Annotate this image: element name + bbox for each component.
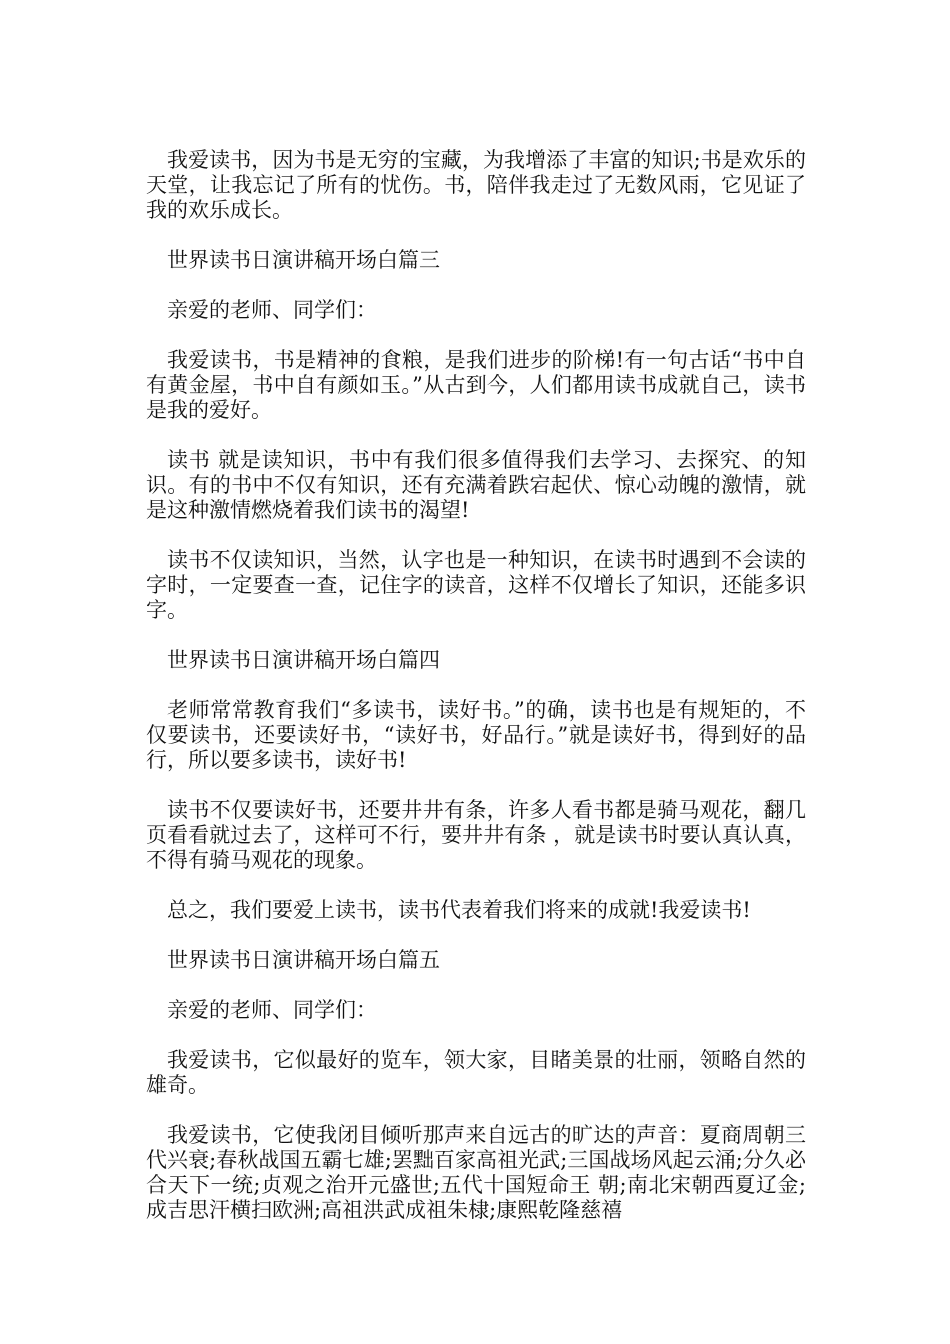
section-heading: 世界读书日演讲稿开场白篇四 [167, 648, 440, 672]
document-body [146, 148, 806, 1248]
salutation: 亲爱的老师、同学们： [167, 298, 377, 322]
paragraph: 我爱读书，它使我闭目倾听那声来自远古的旷达的声音：夏商周朝三代兴衰;春秋战国五霸七雄;罢黜百家高祖光武;三国战场风起云涌;分久必合天下一统;贞观之治开元盛世;五代十国短命王 朝;南北宋朝西夏辽金;成吉思汗横扫欧洲;高祖洪武成祖朱棣;康熙乾隆慈禧 [146, 1123, 806, 1222]
paragraph: 读书 就是读知识，书中有我们很多值得我们去学习、去探究、的知识。有的书中不仅有知识，还有充满着跌宕起伏、惊心动魄的激情，就是这种激情燃烧着我们读书的渴望! [146, 448, 806, 522]
paragraph: 我爱读书，它似最好的览车，领大家，目睹美景的壮丽，领略自然的雄奇。 [146, 1048, 806, 1097]
section-heading: 世界读书日演讲稿开场白篇五 [167, 948, 440, 972]
paragraph: 读书不仅读知识，当然，认字也是一种知识，在读书时遇到不会读的字时，一定要查一查，记住字的读音，这样不仅增长了知识，还能多识字。 [146, 548, 806, 622]
paragraph: 读书不仅要读好书，还要井井有条，许多人看书都是骑马观花，翻几页看看就过去了，这样可不行，要井井有条 ，就是读书时要认真认真，不得有骑马观花的现象。 [146, 798, 806, 872]
paragraph: 老师常常教育我们“多读书，读好书。”的确，读书也是有规矩的，不仅要读书，还要读好书，“读好书，好品行。”就是读好书，得到好的品行，所以要多读书，读好书! [146, 698, 806, 772]
paragraph: 总之，我们要爱上读书，读书代表着我们将来的成就!我爱读书! [167, 898, 751, 922]
section-heading: 世界读书日演讲稿开场白篇三 [167, 248, 440, 272]
paragraph: 我爱读书，书是精神的食粮，是我们进步的阶梯!有一句古话“书中自有黄金屋，书中自有颜如玉。”从古到今，人们都用读书成就自己，读书是我的爱好。 [146, 348, 806, 422]
paragraph: 我爱读书，因为书是无穷的宝藏，为我增添了丰富的知识;书是欢乐的天堂，让我忘记了所有的忧伤。书，陪伴我走过了无数风雨，它见证了我的欢乐成长。 [146, 148, 806, 222]
salutation: 亲爱的老师、同学们： [167, 998, 377, 1022]
